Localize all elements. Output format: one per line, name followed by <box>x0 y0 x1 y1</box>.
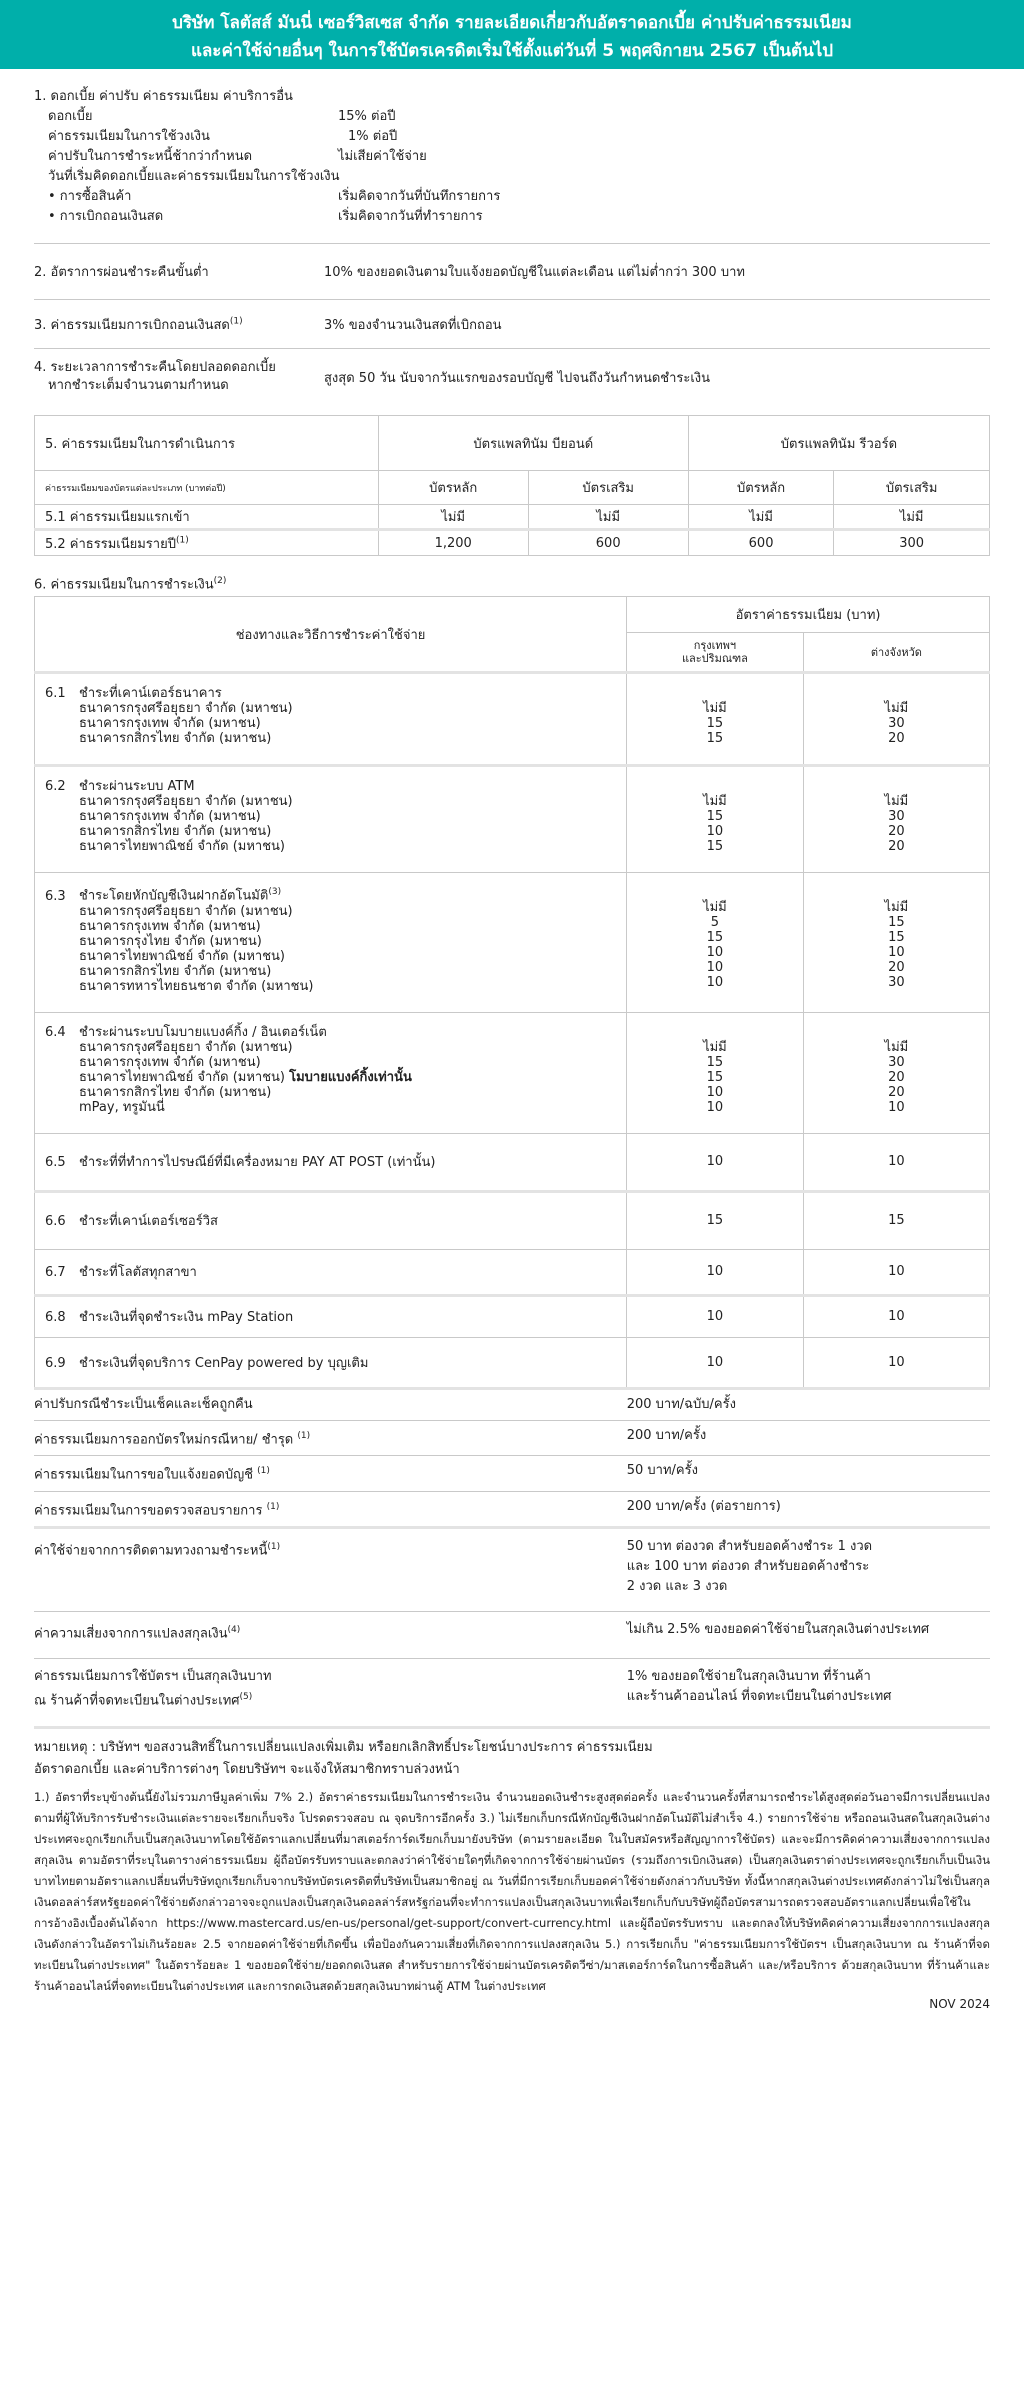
header-title-line1: บริษัท โลตัสส์ มันนี่ เซอร์วิสเซส จำกัด รายละเอียดเกี่ยวกับอัตราดอกเบี้ย ค่าปรับค่าธรรมเนียม <box>172 13 852 33</box>
bank-name: ธนาคารกสิกรไทย จำกัด (มหาชน) <box>79 824 272 840</box>
bank-item <box>45 731 626 746</box>
fee-value: และ 100 บาท ต่องวด สำหรับยอดค้างชำระ <box>626 1559 870 1575</box>
group-number: 6.3 <box>45 888 66 904</box>
group-number: 6.2 <box>45 779 66 795</box>
card-beyond-header: บัตรแพลทินัม บียอนด์ <box>378 416 688 471</box>
fee-upc: 10 <box>803 1337 989 1387</box>
fee-upc: 15 <box>803 1191 989 1249</box>
fee-bkk: 10 <box>706 960 724 976</box>
bank-item <box>45 1100 626 1115</box>
fee-value: 600 <box>688 530 834 556</box>
channel-title: ชำระเงินที่จุดชำระเงิน mPay Station <box>79 1310 294 1326</box>
bank-item <box>45 919 626 934</box>
fee-upc: ไม่มี <box>884 1039 909 1055</box>
fee-upc: 20 <box>888 824 905 840</box>
fee-row <box>34 1611 990 1658</box>
bank-item <box>45 1040 626 1055</box>
bank-item <box>45 964 626 979</box>
section-min-payment <box>34 244 990 299</box>
bank-note: โมบายแบงค์กิ้งเท่านั้น <box>289 1069 412 1085</box>
interest-value: 15% ต่อปี <box>338 109 396 124</box>
fee-label: ค่าใช้จ่ายจากการติดตามทวงถามชำระหนี้ <box>34 1543 268 1559</box>
credit-line-fee-label: ค่าธรรมเนียมในการใช้วงเงิน <box>48 129 210 144</box>
payment-channel-row <box>35 1337 990 1387</box>
bank-item <box>45 839 626 854</box>
group-title: ชำระที่เคาน์เตอร์ธนาคาร <box>79 686 222 702</box>
col-bkk-line1: กรุงเทพฯ <box>693 639 737 653</box>
late-fee-value: ไม่เสียค่าใช้จ่าย <box>338 149 427 164</box>
fee-upc: 10 <box>803 1295 989 1337</box>
bank-name: ธนาคารกรุงเทพ จำกัด (มหาชน) <box>79 809 261 825</box>
group-number: 6.1 <box>45 686 66 702</box>
main-card-header: บัตรหลัก <box>688 471 834 505</box>
channel-title: ชำระที่ที่ทำการไปรษณีย์ที่มีเครื่องหมาย PAY AT POST (เท่านั้น) <box>79 1155 436 1171</box>
supp-card-header: บัตรเสริม <box>834 471 990 505</box>
fee-label: ค่าธรรมเนียมในการขอใบแจ้งยอดบัญชี <box>34 1467 258 1483</box>
channel-title: ชำระที่เคาน์เตอร์เซอร์วิส <box>79 1214 218 1230</box>
fee-bkk: ไม่มี <box>703 794 727 810</box>
supp-card-header: บัตรเสริม <box>528 471 688 505</box>
fee-row <box>34 1658 990 1725</box>
fee-bkk: 10 <box>706 1099 724 1115</box>
footnote-ref: (1) <box>257 1466 270 1477</box>
bank-name: ธนาคารกรุงเทพ จำกัด (มหาชน) <box>79 1054 261 1070</box>
bank-item <box>45 934 626 949</box>
bank-name: ธนาคารทหารไทยธนชาต จำกัด (มหาชน) <box>79 978 314 994</box>
fee-bkk: 10 <box>627 1249 804 1295</box>
payment-group <box>35 1012 990 1133</box>
cash-advance-label: • การเบิกถอนเงินสด <box>48 209 164 224</box>
fee-value: ไม่เกิน 2.5% ของยอดค่าใช้จ่ายในสกุลเงินต่างประเทศ <box>626 1622 930 1638</box>
payment-channel-row <box>35 1249 990 1295</box>
channel-number: 6.5 <box>45 1155 66 1171</box>
cash-advance-fee-value: 3% ของจำนวนเงินสดที่เบิกถอน <box>324 317 502 333</box>
bank-name: ธนาคารกรุงเทพ จำกัด (มหาชน) <box>79 918 261 934</box>
fee-upc: 20 <box>888 839 905 855</box>
footnote-ref: (1) <box>267 1542 281 1553</box>
fee-bkk: 10 <box>627 1337 804 1387</box>
footnote-ref: (1) <box>266 1501 280 1512</box>
card-reward-header: บัตรแพลทินัม รีวอร์ด <box>688 416 989 471</box>
page-header <box>0 0 1024 69</box>
fee-value: 600 <box>528 530 688 556</box>
bank-name: ธนาคารกรุงศรีอยุธยา จำกัด (มหาชน) <box>79 794 293 810</box>
fee-row <box>34 1526 990 1611</box>
fee-row <box>34 1491 990 1526</box>
fee-label-2: ณ ร้านค้าที่จดทะเบียนในต่างประเทศ <box>34 1693 240 1709</box>
fee-value: 50 บาท ต่องวด สำหรับยอดค้างชำระ 1 งวด <box>626 1539 873 1555</box>
bank-item <box>45 794 626 809</box>
fee-upc: 10 <box>803 1249 989 1295</box>
bank-item <box>45 904 626 919</box>
fee-label: ค่าธรรมเนียมการออกบัตรใหม่กรณีหาย/ ชำรุด <box>34 1432 298 1448</box>
fee-bkk: 10 <box>706 945 724 961</box>
interest-free-label-2: หากชำระเต็มจำนวนตามกำหนด <box>48 378 229 393</box>
main-card-header: บัตรหลัก <box>378 471 528 505</box>
fee-upc: 30 <box>888 975 905 991</box>
fee-value: 50 บาท/ครั้ง <box>626 1463 698 1479</box>
fee-bkk: 10 <box>627 1295 804 1337</box>
fee-value: 200 บาท/ฉบับ/ครั้ง <box>626 1397 736 1413</box>
min-payment-value: 10% ของยอดเงินตามใบแจ้งยอดบัญชีในแต่ละเดือน แต่ไม่ต่ำกว่า 300 บาท <box>324 265 745 280</box>
fee-value: 200 บาท/ครั้ง <box>626 1428 707 1444</box>
fee-upc: 10 <box>803 1133 989 1191</box>
fee-upc: ไม่มี <box>884 900 909 916</box>
section-interest <box>34 69 990 243</box>
bank-name: ธนาคารไทยพาณิชย์ จำกัด (มหาชน) <box>79 839 285 855</box>
payment-group <box>35 873 990 1012</box>
fee-bkk: 15 <box>706 1054 724 1070</box>
fee-label: ค่าปรับกรณีชำระเป็นเช็คและเช็คถูกคืน <box>34 1397 253 1413</box>
fee-upc: ไม่มี <box>884 794 909 810</box>
payment-channel-row <box>35 1191 990 1249</box>
fee-upc: 20 <box>888 731 905 747</box>
channel-number: 6.9 <box>45 1355 66 1371</box>
table-row <box>35 530 990 556</box>
fee-bkk: 15 <box>706 809 724 825</box>
fee-upc: 30 <box>888 809 905 825</box>
fee-upc: 20 <box>888 1069 905 1085</box>
fee-bkk: 5 <box>710 915 720 931</box>
operation-fee-table <box>34 415 990 556</box>
start-date-label: วันที่เริ่มคิดดอกเบี้ยและค่าธรรมเนียมในการใช้วงเงิน <box>48 169 340 184</box>
fee-upc: 10 <box>888 1099 905 1115</box>
footnote-ref: (3) <box>268 887 282 898</box>
fee-bkk: 15 <box>706 839 724 855</box>
fee-value: ไม่มี <box>378 505 528 530</box>
section6-title: 6. ค่าธรรมเนียมในการชำระเงิน <box>34 577 214 593</box>
footnote-ref: (2) <box>213 576 227 586</box>
annual-fee-label: 5.2 ค่าธรรมเนียมรายปี <box>45 536 176 552</box>
fee-bkk: 10 <box>706 824 724 840</box>
fee-label: ค่าธรรมเนียมการใช้บัตรฯ เป็นสกุลเงินบาท <box>34 1669 272 1685</box>
fee-upc: 30 <box>888 716 905 732</box>
fee-label: ค่าธรรมเนียมในการขอตรวจสอบรายการ <box>34 1503 267 1519</box>
section5-title: 5. ค่าธรรมเนียมในการดำเนินการ <box>35 416 379 471</box>
bank-name: ธนาคารไทยพาณิชย์ จำกัด (มหาชน) <box>79 1069 285 1085</box>
bank-name: ธนาคารกรุงไทย จำกัด (มหาชน) <box>79 933 262 949</box>
remark-line1: หมายเหตุ : บริษัทฯ ขอสงวนสิทธิ์ในการเปลี่ยนแปลงเพิ่มเติม หรือยกเลิกสิทธิ์ประโยชน์บางประการ ค่าธรรมเนียม <box>34 1739 653 1755</box>
section1-title: 1. ดอกเบี้ย ค่าปรับ ค่าธรรมเนียม ค่าบริการอื่น <box>34 89 293 104</box>
channel-number: 6.7 <box>45 1265 66 1281</box>
fee-value: และร้านค้าออนไลน์ ที่จดทะเบียนในต่างประเทศ <box>626 1689 892 1705</box>
col-bkk-header <box>627 633 804 673</box>
bank-name: ธนาคารกสิกรไทย จำกัด (มหาชน) <box>79 1084 272 1100</box>
channel-title: ชำระเงินที่จุดบริการ CenPay powered by บุญเติม <box>79 1355 369 1371</box>
fee-value: ไม่มี <box>688 505 834 530</box>
payment-channel-row <box>35 1133 990 1191</box>
fee-upc: 30 <box>888 1054 905 1070</box>
col-rate-header: อัตราค่าธรรมเนียม (บาท) <box>627 597 990 633</box>
footnote-ref: (5) <box>239 1692 253 1703</box>
bank-item <box>45 1055 626 1070</box>
bank-name: ธนาคารกรุงศรีอยุธยา จำกัด (มหาชน) <box>79 701 293 717</box>
bank-name: ธนาคารกสิกรไทย จำกัด (มหาชน) <box>79 963 272 979</box>
bank-item <box>45 809 626 824</box>
section-cash-advance-fee <box>34 300 990 348</box>
group-title: ชำระผ่านระบบโมบายแบงค์กิ้ง / อินเตอร์เน็ต <box>79 1024 327 1040</box>
fee-bkk: 15 <box>627 1191 804 1249</box>
fee-value: 1% ของยอดใช้จ่ายในสกุลเงินบาท ที่ร้านค้า <box>626 1669 871 1685</box>
bank-item <box>45 979 626 994</box>
document-date: NOV 2024 <box>929 1996 990 2011</box>
bank-name: mPay, ทรูมันนี่ <box>79 1099 165 1115</box>
remark-line2: อัตราดอกเบี้ย และค่าบริการต่างๆ โดยบริษัทฯ จะแจ้งให้สมาชิกทราบล่วงหน้า <box>34 1761 460 1777</box>
channel-number: 6.6 <box>45 1214 66 1230</box>
bank-item <box>45 824 626 839</box>
min-payment-label: 2. อัตราการผ่อนชำระคืนขั้นต่ำ <box>34 265 209 280</box>
fee-bkk: 10 <box>627 1133 804 1191</box>
fee-bkk: 15 <box>706 716 724 732</box>
fee-bkk: 15 <box>706 930 724 946</box>
fee-upc: 10 <box>888 945 905 961</box>
group-title: ชำระโดยหักบัญชีเงินฝากอัตโนมัติ <box>79 888 269 904</box>
bank-item <box>45 701 626 716</box>
fee-row <box>34 1420 990 1455</box>
fee-value: 300 <box>834 530 990 556</box>
col-bkk-line2: และปริมณฑล <box>681 652 748 666</box>
interest-free-value: สูงสุด 50 วัน นับจากวันแรกของรอบบัญชี ไปจนถึงวันกำหนดชำระเงิน <box>324 370 711 386</box>
fee-upc: 20 <box>888 1084 905 1100</box>
fee-bkk: 10 <box>706 975 724 991</box>
footnotes: 1.) อัตราที่ระบุข้างต้นนี้ยังไม่รวมภาษีมูลค่าเพิ่ม 7% 2.) อัตราค่าธรรมเนียมในการชำระเงิน จำนวนยอดเงินชำระสูงสุดต่อครั้ง และจำนวนครั้งที่สามารถชำระได้สูงสุดต่อวันอาจมีการเปลี่ยนแปลงตามที่ผู้ให้บริการรับชำระเงินแต่ละรายจะเรียกเก็บจริง โปรดตรวจสอบ ณ จุดบริการอีกครั้ง 3.) ไม่เรียกเก็บกรณีหักบัญชีเงินฝากอัตโนมัติไม่สำเร็จ 4.) รายการใช้จ่าย หรือถอนเงินสดในสกุลเงินต่างประเทศจะถูกเรียกเก็บเป็นสกุลเงินบาทโดยใช้อัตราแลกเปลี่ยนที่มาสเตอร์การ์ดเรียกเก็บมายังบริษัท (ตามรายละเอียด ในใบสมัครหรือสัญญาการใช้บัตร) และจะมีการคิดค่าความเสี่ยงจากการแปลงสกุลเงิน ตามอัตราที่ระบุในตารางค่าธรรมเนียม ผู้ถือบัตรรับทราบและตกลงว่าค่าใช้จ่ายใดๆที่เกิดจากการใช้จ่ายผ่านบัตร (รวมถึงการเบิกเงินสด) เป็นสกุลเงินตราต่างประเทศจะถูกเรียกเก็บเป็นเงินบาทไทยตามอัตราแลกเปลี่ยนที่บริษัทถูกเรียกเก็บจากบริษัทบัตรเครดิตที่บริษัทเป็นสมาชิกอยู่ ณ วันที่มีการเรียกเก็บยอดค่าใช้จ่ายดังกล่าวกับบริษัท ทั้งนี้หากสกุลเงินต่างประเทศดังกล่าวไม่ใช่เป็นสกุลเงินดอลล่าร์สหรัฐยอดค่าใช้จ่ายดังกล่าวอาจจะถูกแปลงเป็นสกุลเงินดอลล่าร์สหรัฐก่อนที่จะทำการแปลงเป็นสกุลเงินบาทเพื่อเรียกเก็บกับบริษัทผู้ถือบัตรสามารถตรวจสอบอัตราแลกเปลี่ยนเพื่อใช้ในการอ้างอิงเบื้องต้นได้จาก https://www.mastercard.us/en-us/personal/get-support/convert-currency.html และผู้ถือบัตรรับทราบ และตกลงให้บริษัทคิดค่าความเสี่ยงจากการแปลงสกุลเงินดังกล่าวในอัตราไม่เกินร้อยละ 2.5 จากยอดค่าใช้จ่ายที่เกิดขึ้น เพื่อป้องกันความเสี่ยงที่เกิดจากการแปลงสกุลเงิน 5.) การเรียกเก็บ "ค่าธรรมเนียมการใช้บัตรฯ เป็นสกุลเงินบาท ณ ร้านค้าที่จดทะเบียนในต่างประเทศ" ในอัตราร้อยละ 1 ของยอดใช้จ่าย/ยอดกดเงินสด สำหรับรายการใช้จ่ายผ่านบัตรเครดิตวีซ่า/มาสเตอร์การ์ดในการซื้อสินค้า และ/หรือบริการ ด้วยสกุลเงินบาท ที่ร้านค้าและร้านค้าออนไลน์ที่จดทะเบียนในต่างประเทศ และการกดเงินสดด้วยสกุลเงินบาทผ่านตู้ ATM ในต่างประเทศ <box>34 1789 990 1993</box>
fee-upc: 15 <box>888 915 905 931</box>
payment-fee-table <box>34 596 990 1387</box>
bank-item <box>45 716 626 731</box>
bank-item <box>45 1070 626 1085</box>
group-title: ชำระผ่านระบบ ATM <box>79 779 195 795</box>
fee-upc: ไม่มี <box>884 701 909 717</box>
header-title-line2: และค่าใช้จ่ายอื่นๆ ในการใช้บัตรเครดิตเริ่มใช้ตั้งแต่วันที่ 5 พฤศจิกายน 2567 เป็นต้นไป <box>190 41 834 61</box>
fee-bkk: 10 <box>706 1084 724 1100</box>
fee-row <box>34 1455 990 1490</box>
col-upc-header: ต่างจังหวัด <box>803 633 989 673</box>
fee-value: ไม่มี <box>834 505 990 530</box>
payment-group <box>35 673 990 766</box>
late-fee-label: ค่าปรับในการชำระหนี้ช้ากว่ากำหนด <box>48 149 253 164</box>
table-row <box>35 505 990 530</box>
interest-label: ดอกเบี้ย <box>48 109 93 124</box>
fee-bkk: 15 <box>706 1069 724 1085</box>
purchase-value: เริ่มคิดจากวันที่บันทึกรายการ <box>338 189 501 204</box>
channel-title: ชำระที่โลตัสทุกสาขา <box>79 1265 197 1281</box>
bank-name: ธนาคารกรุงศรีอยุธยา จำกัด (มหาชน) <box>79 903 293 919</box>
payment-channel-row <box>35 1295 990 1337</box>
section5-subheader: ค่าธรรมเนียมของบัตรแต่ละประเภท (บาทต่อปี) <box>35 471 379 505</box>
payment-group <box>35 766 990 873</box>
fee-upc: 20 <box>888 960 905 976</box>
channel-number: 6.8 <box>45 1310 66 1326</box>
cash-advance-value: เริ่มคิดจากวันที่ทำรายการ <box>338 209 483 224</box>
fee-bkk: ไม่มี <box>703 900 727 916</box>
other-fees <box>34 1387 990 1729</box>
interest-free-label-1: 4. ระยะเวลาการชำระคืนโดยปลอดดอกเบี้ย <box>34 360 276 375</box>
section-interest-free <box>34 349 990 405</box>
bank-name: ธนาคารกรุงศรีอยุธยา จำกัด (มหาชน) <box>79 1039 293 1055</box>
fee-bkk: ไม่มี <box>703 1039 727 1055</box>
bank-item <box>45 949 626 964</box>
bank-name: ธนาคารกรุงเทพ จำกัด (มหาชน) <box>79 716 261 732</box>
fee-upc: 15 <box>888 930 905 946</box>
footnote-ref: (1) <box>297 1431 311 1442</box>
bank-item <box>45 1085 626 1100</box>
divider <box>34 1726 990 1729</box>
purchase-label: • การซื้อสินค้า <box>48 189 132 204</box>
fee-value: ไม่มี <box>528 505 688 530</box>
fee-bkk: ไม่มี <box>703 701 727 717</box>
fee-bkk: 15 <box>706 731 724 747</box>
entrance-fee-label: 5.1 ค่าธรรมเนียมแรกเข้า <box>35 505 379 530</box>
remark <box>34 1737 990 1781</box>
footnote-ref: (1) <box>175 535 189 546</box>
fee-value: 2 งวด และ 3 งวด <box>626 1579 728 1595</box>
col-channel-header: ช่องทางและวิธีการชำระค่าใช้จ่าย <box>235 627 426 643</box>
fee-value: 200 บาท/ครั้ง (ต่อรายการ) <box>626 1498 781 1514</box>
fee-value: 1,200 <box>378 530 528 556</box>
fee-row <box>34 1387 990 1420</box>
cash-advance-fee-label: 3. ค่าธรรมเนียมการเบิกถอนเงินสด <box>34 317 230 333</box>
bank-name: ธนาคารไทยพาณิชย์ จำกัด (มหาชน) <box>79 948 285 964</box>
fee-label: ค่าความเสี่ยงจากการแปลงสกุลเงิน <box>34 1626 228 1642</box>
bank-name: ธนาคารกสิกรไทย จำกัด (มหาชน) <box>79 731 272 747</box>
content <box>0 69 1024 2011</box>
footnote-ref: (4) <box>227 1625 241 1636</box>
footnote-ref: (1) <box>229 316 243 327</box>
credit-line-fee-value: 1% ต่อปี <box>348 129 398 144</box>
group-number: 6.4 <box>45 1024 66 1040</box>
